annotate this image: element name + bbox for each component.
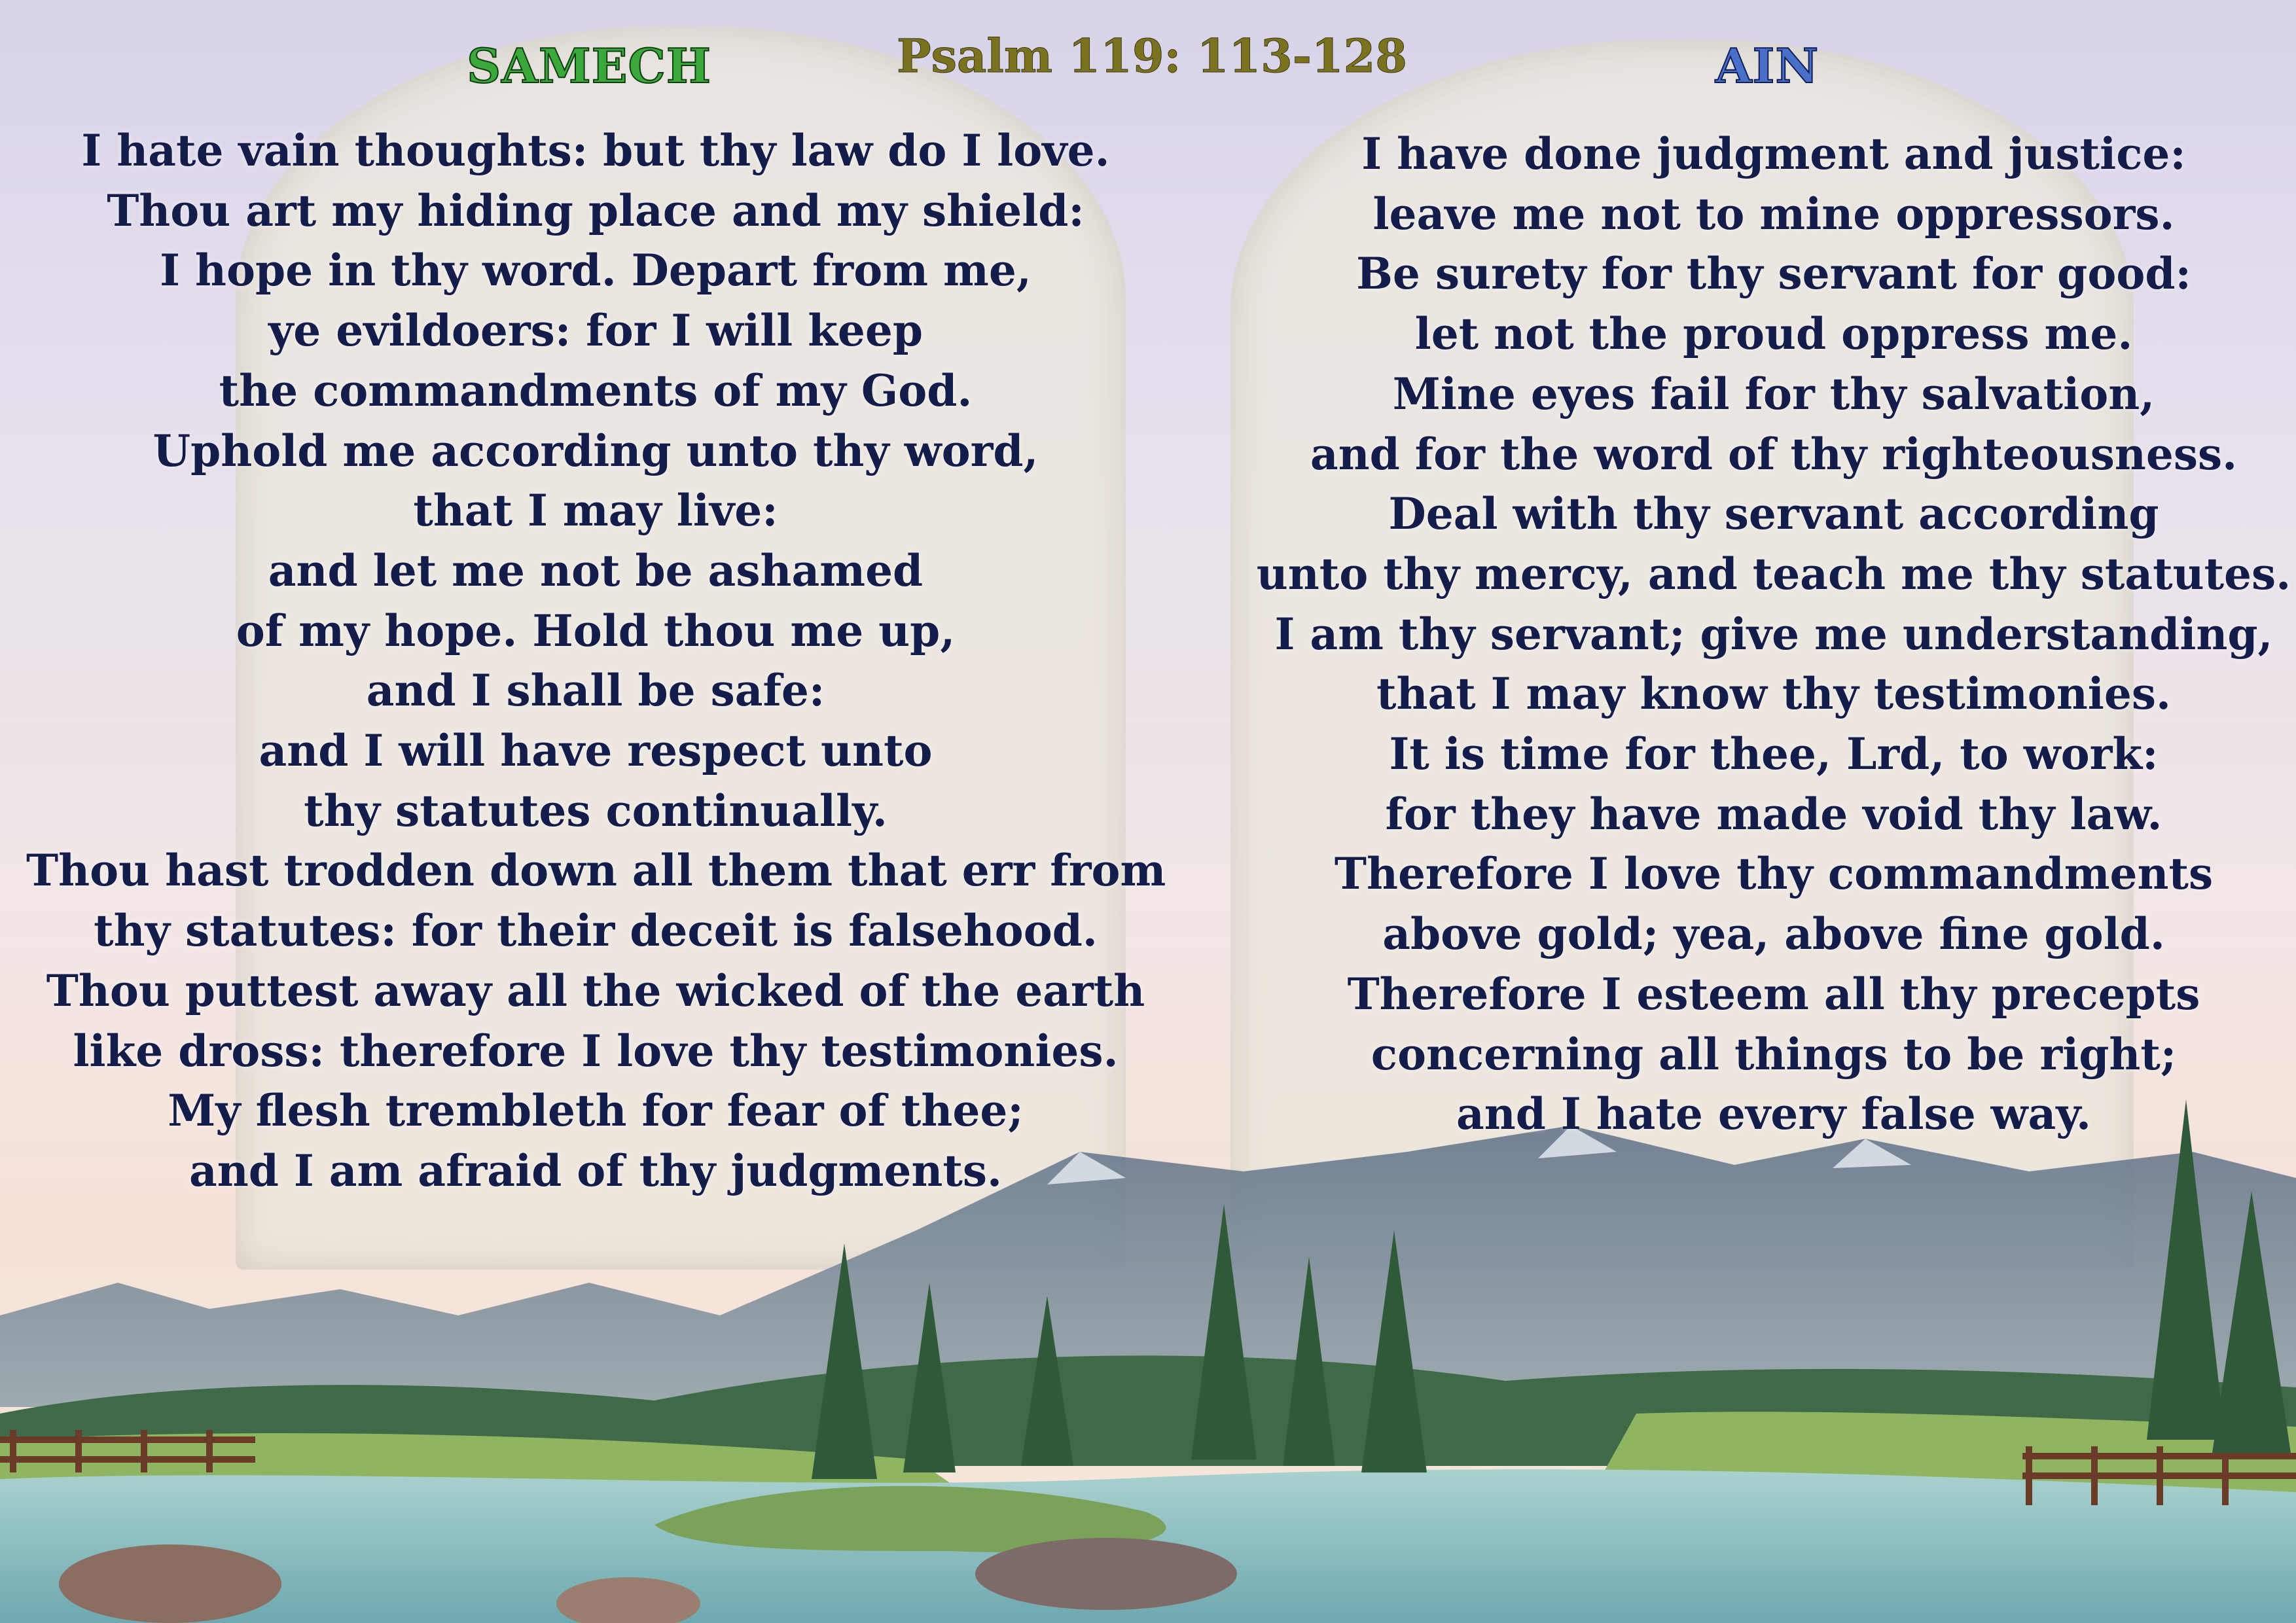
verse-line: leave me not to mine oppressors.: [1372, 188, 2175, 240]
verse-line: My flesh trembleth for fear of thee;: [168, 1085, 1024, 1137]
verse-line: and I hate every false way.: [1456, 1088, 2092, 1140]
verse-line: like dross: therefore I love thy testimonies.: [73, 1025, 1119, 1077]
verse-line: let not the proud oppress me.: [1414, 308, 2133, 360]
verse-line: Uphold me according unto thy word,: [152, 425, 1039, 476]
verse-line: and I am afraid of thy judgments.: [189, 1145, 1002, 1196]
section-heading-samech: SAMECH: [467, 38, 711, 94]
verse-line: Mine eyes fail for thy salvation,: [1392, 368, 2155, 419]
page-title: Psalm 119: 113-128: [896, 29, 1408, 83]
verse-line: that I may know thy testimonies.: [1376, 668, 2172, 720]
verse-line: Thou hast trodden down all them that err from: [26, 845, 1166, 897]
verse-line: of my hope. Hold thou me up,: [236, 605, 956, 656]
verse-line: and for the word of thy righteousness.: [1310, 428, 2238, 480]
verse-line: Thou art my hiding place and my shield:: [107, 185, 1085, 236]
verse-line: unto thy mercy, and teach me thy statutes.: [1256, 548, 2291, 599]
verse-line: I hope in thy word. Depart from me,: [160, 245, 1031, 296]
verse-line: I hate vain thoughts: but thy law do I love.: [81, 125, 1110, 176]
verse-line: Be surety for thy servant for good:: [1356, 248, 2191, 300]
verse-line: ye evildoers: for I will keep: [268, 305, 924, 357]
verse-line: and let me not be ashamed: [268, 544, 924, 596]
verse-line: thy statutes continually.: [304, 785, 888, 836]
verse-line: for they have made void thy law.: [1385, 788, 2162, 840]
verse-line: Thou puttest away all the wicked of the earth: [46, 965, 1145, 1016]
verse-line: concerning all things to be right;: [1371, 1028, 2177, 1080]
verse-line: Therefore I esteem all thy precepts: [1347, 968, 2200, 1020]
verse-line: that I may live:: [413, 485, 778, 537]
verse-line: Deal with thy servant according: [1388, 488, 2159, 540]
verse-line: and I will have respect unto: [259, 725, 933, 777]
verse-line: Therefore I love thy commandments: [1334, 848, 2214, 900]
verse-column-left: [26, 121, 1165, 1202]
verse-column-right: [1230, 124, 2296, 1145]
verse-line: thy statutes: for their deceit is falsehood.: [94, 905, 1098, 957]
verse-line: above gold; yea, above fine gold.: [1382, 908, 2165, 960]
verse-line: I am thy servant; give me understanding,: [1274, 608, 2273, 660]
verse-line: the commandments of my God.: [219, 365, 973, 416]
section-heading-ain: AIN: [1715, 38, 1820, 94]
verse-line: It is time for thee, Lrd, to work:: [1389, 728, 2159, 780]
verse-line: I have done judgment and justice:: [1361, 128, 2186, 179]
verse-line: and I shall be safe:: [366, 665, 825, 717]
